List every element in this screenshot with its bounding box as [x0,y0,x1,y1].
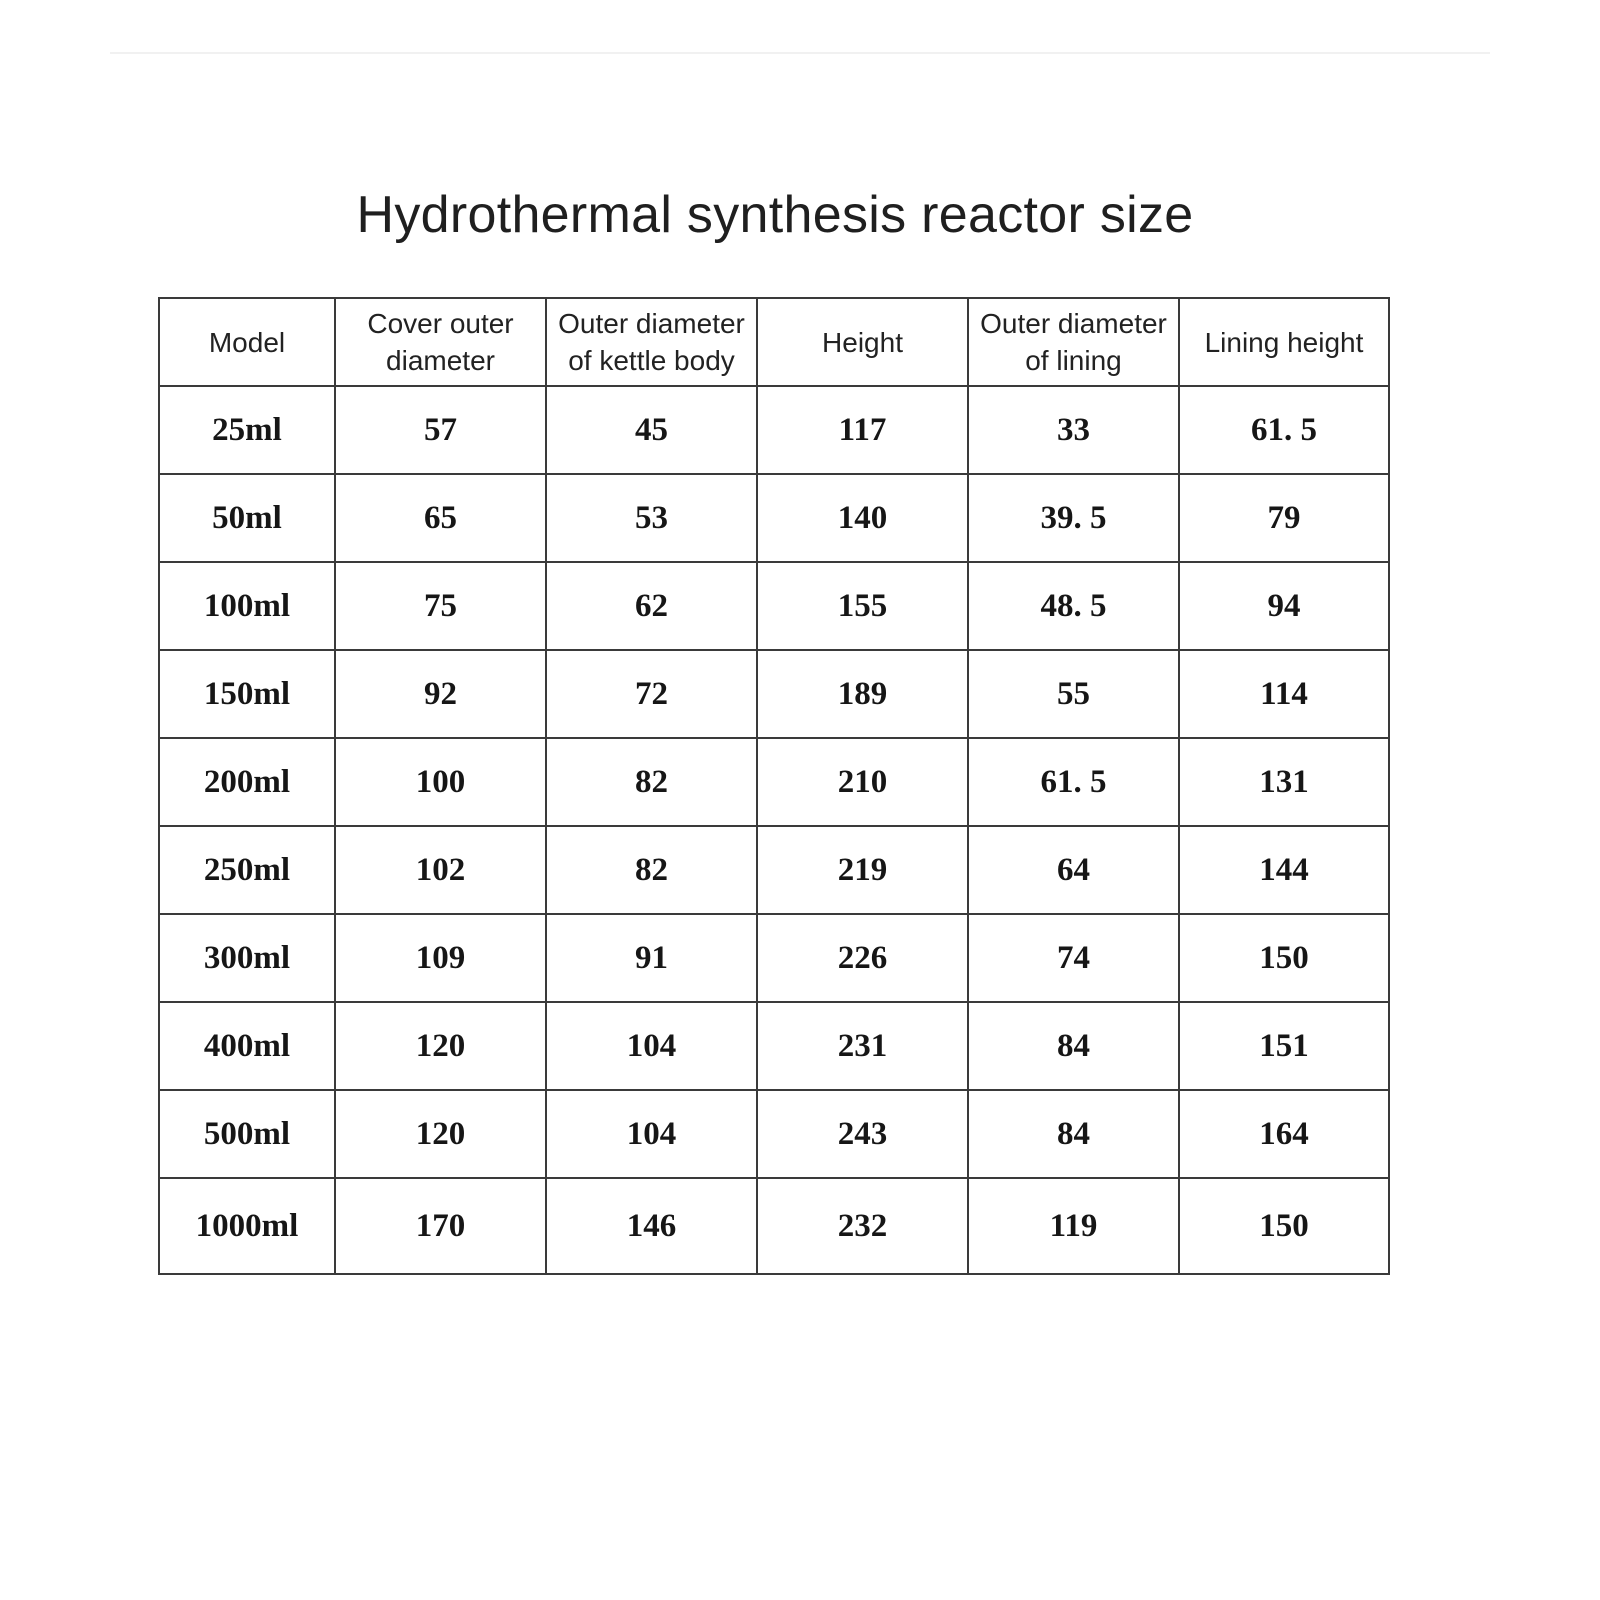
cell-lining-diameter: 84 [968,1090,1179,1178]
cell-kettle-body-diameter: 72 [546,650,757,738]
cell-kettle-body-diameter: 104 [546,1090,757,1178]
cell-lining-height: 150 [1179,1178,1389,1274]
cell-model: 100ml [159,562,335,650]
header-cover-outer-diameter-line-1: Cover outer [367,308,514,339]
header-lining-height-label: Lining height [1204,326,1364,358]
header-outer-diameter-lining-line-2: of lining [1025,345,1122,376]
cell-lining-diameter: 39. 5 [968,474,1179,562]
header-cover-outer-diameter [335,298,546,386]
cell-kettle-body-diameter: 82 [546,738,757,826]
cell-lining-diameter: 119 [968,1178,1179,1274]
cell-lining-diameter: 48. 5 [968,562,1179,650]
table-row [159,914,1389,1002]
reactor-size-table [158,297,1390,1275]
cell-height: 155 [757,562,968,650]
cell-model: 400ml [159,1002,335,1090]
cell-model: 150ml [159,650,335,738]
cell-lining-diameter: 55 [968,650,1179,738]
cell-lining-diameter: 64 [968,826,1179,914]
cell-cover-outer-diameter: 92 [335,650,546,738]
cell-model: 250ml [159,826,335,914]
cell-kettle-body-diameter: 91 [546,914,757,1002]
cell-kettle-body-diameter: 104 [546,1002,757,1090]
table-header-row [159,298,1389,386]
table-row [159,386,1389,474]
cell-height: 231 [757,1002,968,1090]
table-row [159,474,1389,562]
header-outer-diameter-lining-line-1: Outer diameter [980,308,1167,339]
cell-height: 210 [757,738,968,826]
page-title: Hydrothermal synthesis reactor size [356,185,1194,244]
table-row [159,650,1389,738]
cell-model: 200ml [159,738,335,826]
header-model-label: Model [208,326,286,358]
cell-cover-outer-diameter: 100 [335,738,546,826]
cell-cover-outer-diameter: 120 [335,1090,546,1178]
cell-height: 219 [757,826,968,914]
cell-lining-diameter: 84 [968,1002,1179,1090]
cell-model: 25ml [159,386,335,474]
cell-lining-height: 79 [1179,474,1389,562]
header-height-label: Height [822,326,903,358]
cell-lining-height: 114 [1179,650,1389,738]
cell-kettle-body-diameter: 45 [546,386,757,474]
cell-cover-outer-diameter: 102 [335,826,546,914]
cell-lining-height: 150 [1179,914,1389,1002]
header-cover-outer-diameter-line-2: diameter [386,345,495,376]
cell-cover-outer-diameter: 109 [335,914,546,1002]
cell-lining-diameter: 74 [968,914,1179,1002]
table-row [159,738,1389,826]
table-body [159,386,1389,1274]
cell-cover-outer-diameter: 65 [335,474,546,562]
header-outer-diameter-kettle-body [546,298,757,386]
cell-model: 50ml [159,474,335,562]
table-row [159,826,1389,914]
cell-height: 140 [757,474,968,562]
header-model [159,298,335,386]
header-lining-height [1179,298,1389,386]
cell-lining-height: 144 [1179,826,1389,914]
cell-lining-height: 164 [1179,1090,1389,1178]
cell-kettle-body-diameter: 53 [546,474,757,562]
header-height [757,298,968,386]
cell-model: 500ml [159,1090,335,1178]
header-outer-diameter-kettle-body-line-1: Outer diameter [558,308,745,339]
cell-lining-diameter: 33 [968,386,1179,474]
cell-height: 117 [757,386,968,474]
cell-lining-diameter: 61. 5 [968,738,1179,826]
cell-height: 226 [757,914,968,1002]
cell-model: 300ml [159,914,335,1002]
table-row [159,1002,1389,1090]
cell-height: 243 [757,1090,968,1178]
table-row [159,1178,1389,1274]
cell-model: 1000ml [159,1178,335,1274]
table-row [159,562,1389,650]
cell-lining-height: 61. 5 [1179,386,1389,474]
cell-cover-outer-diameter: 120 [335,1002,546,1090]
cell-kettle-body-diameter: 82 [546,826,757,914]
cell-cover-outer-diameter: 57 [335,386,546,474]
cell-lining-height: 94 [1179,562,1389,650]
cell-height: 232 [757,1178,968,1274]
cell-cover-outer-diameter: 75 [335,562,546,650]
cell-cover-outer-diameter: 170 [335,1178,546,1274]
table-row [159,1090,1389,1178]
cell-kettle-body-diameter: 146 [546,1178,757,1274]
header-outer-diameter-lining [968,298,1179,386]
cell-kettle-body-diameter: 62 [546,562,757,650]
cell-height: 189 [757,650,968,738]
cell-lining-height: 131 [1179,738,1389,826]
header-outer-diameter-kettle-body-line-2: of kettle body [568,345,735,376]
top-divider [110,52,1490,54]
cell-lining-height: 151 [1179,1002,1389,1090]
